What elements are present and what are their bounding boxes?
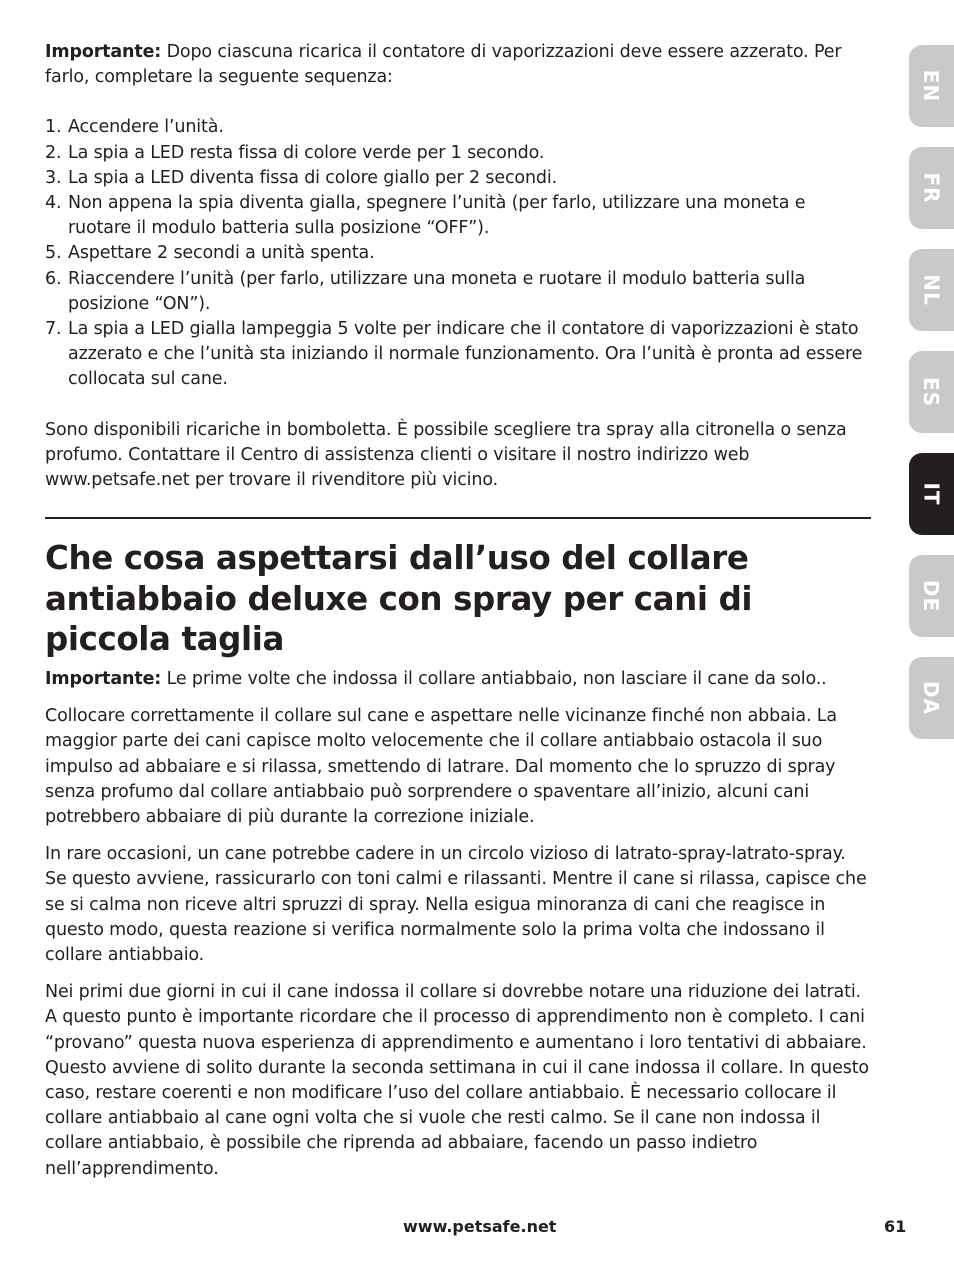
language-tab-it[interactable] xyxy=(909,453,954,535)
language-tab-label: ES xyxy=(919,376,944,408)
page-number: 61 xyxy=(884,1217,907,1236)
step-number: 3. xyxy=(45,167,62,188)
language-tab-label: FR xyxy=(919,172,944,204)
language-tab-de[interactable] xyxy=(909,555,954,637)
step-text: Aspettare 2 secondi a unità spenta. xyxy=(68,243,375,264)
step-item xyxy=(45,317,871,393)
language-tab-label: IT xyxy=(919,482,944,506)
step-number: 2. xyxy=(45,142,62,163)
footer-url: www.petsafe.net xyxy=(403,1217,557,1236)
language-tab-label: DE xyxy=(919,579,944,613)
language-tab-label: DA xyxy=(919,680,944,716)
step-item xyxy=(45,115,871,140)
step-item xyxy=(45,166,871,191)
language-tab-label: EN xyxy=(919,69,944,103)
section-divider xyxy=(45,517,871,519)
intro-section xyxy=(45,40,871,493)
step-text: La spia a LED resta fissa di colore verde per 1 secondo. xyxy=(68,142,545,163)
step-item xyxy=(45,191,871,241)
language-tab-es[interactable] xyxy=(909,351,954,433)
intro-important-label: Importante: xyxy=(45,42,162,62)
language-tab-en[interactable] xyxy=(909,45,954,127)
section-important-text: Le prime volte che indossa il collare antiabbaio, non lasciare il cane da solo.. xyxy=(161,669,827,689)
step-item xyxy=(45,241,871,266)
intro-text: Dopo ciascuna ricarica il contatore di vaporizzazioni deve essere azzerato. Per farlo, completare la seguente sequenza: xyxy=(45,42,842,88)
step-item xyxy=(45,141,871,166)
body-paragraph: Nei primi due giorni in cui il cane indossa il collare si dovrebbe notare una riduzione dei latrati. A questo punto è importante ricordare che il processo di apprendimento non è completo. I cani “provano” questa nuova esperienza di apprendimento e aumentano i loro tentativi di abbaiare. Questo avviene di solito durante la seconda settimana in cui il cane indossa il collare. In questo caso, restare coerenti e non modificare l’uso del collare antiabbaio. È necessario collocare il collare antiabbaio al cane ogni volta che si vuole che resti calmo. Se il cane non indossa il collare antiabbaio, è possibile che riprenda ad abbaiare, facendo un passo indietro nell’apprendimento. xyxy=(45,982,869,1179)
language-tab-da[interactable] xyxy=(909,657,954,739)
step-item xyxy=(45,267,871,317)
step-number: 1. xyxy=(45,117,62,138)
intro-paragraph xyxy=(45,40,871,90)
section-important-label: Importante: xyxy=(45,669,162,689)
section-title: Che cosa aspettarsi dall’uso del collare antiabbaio deluxe con spray per cani di piccola taglia xyxy=(45,539,753,658)
step-number: 6. xyxy=(45,268,62,289)
section-body xyxy=(45,667,871,1182)
language-tab-fr[interactable] xyxy=(909,147,954,229)
language-tab-label: NL xyxy=(919,274,944,306)
step-text: La spia a LED diventa fissa di colore giallo per 2 secondi. xyxy=(68,167,557,188)
body-paragraph: In rare occasioni, un cane potrebbe cadere in un circolo vizioso di latrato-spray-latrato-spray. Se questo avviene, rassicurarlo con toni calmi e rilassanti. Mentre il cane si rilassa, capisce che se si calma non riceve altri spruzzi di spray. Nella esigua minoranza di cani che reagisce in questo modo, questa reazione si verifica normalmente solo la prima volta che indossano il collare antiabbaio. xyxy=(45,844,867,966)
step-number: 7. xyxy=(45,319,62,340)
step-number: 5. xyxy=(45,243,62,264)
step-text: Accendere l’unità. xyxy=(68,117,224,138)
refills-paragraph: Sono disponibili ricariche in bomboletta. È possibile scegliere tra spray alla citronella o senza profumo. Contattare il Centro di assistenza clienti o visitare il nostro indirizzo web www.petsafe.net per trovare il rivenditore più vicino. xyxy=(45,419,847,491)
step-text: Riaccendere l’unità (per farlo, utilizzare una moneta e ruotare il modulo batteria sulla posizione “ON”). xyxy=(68,268,806,314)
language-tab-nl[interactable] xyxy=(909,249,954,331)
step-number: 4. xyxy=(45,193,62,214)
step-text: La spia a LED gialla lampeggia 5 volte per indicare che il contatore di vaporizzazioni è stato azzerato e che l’unità sta iniziando il normale funzionamento. Ora l’unità è pronta ad essere collocata sul cane. xyxy=(68,319,863,390)
section-important-paragraph xyxy=(45,667,871,692)
reset-steps-list xyxy=(45,115,871,392)
body-paragraph: Collocare correttamente il collare sul cane e aspettare nelle vicinanze finché non abbaia. La maggior parte dei cani capisce molto velocemente che il collare antiabbaio ostacola il suo impulso ad abbaiare e si rilassa, smettendo di latrare. Dal momento che lo spruzzo di spray senza profumo dal collare antiabbaio può sorprendere o spaventare all’inizio, alcuni cani potrebbero abbaiare di più durante la correzione iniziale. xyxy=(45,706,837,828)
step-text: Non appena la spia diventa gialla, spegnere l’unità (per farlo, utilizzare una moneta e ruotare il modulo batteria sulla posizione “OFF”). xyxy=(68,193,806,239)
